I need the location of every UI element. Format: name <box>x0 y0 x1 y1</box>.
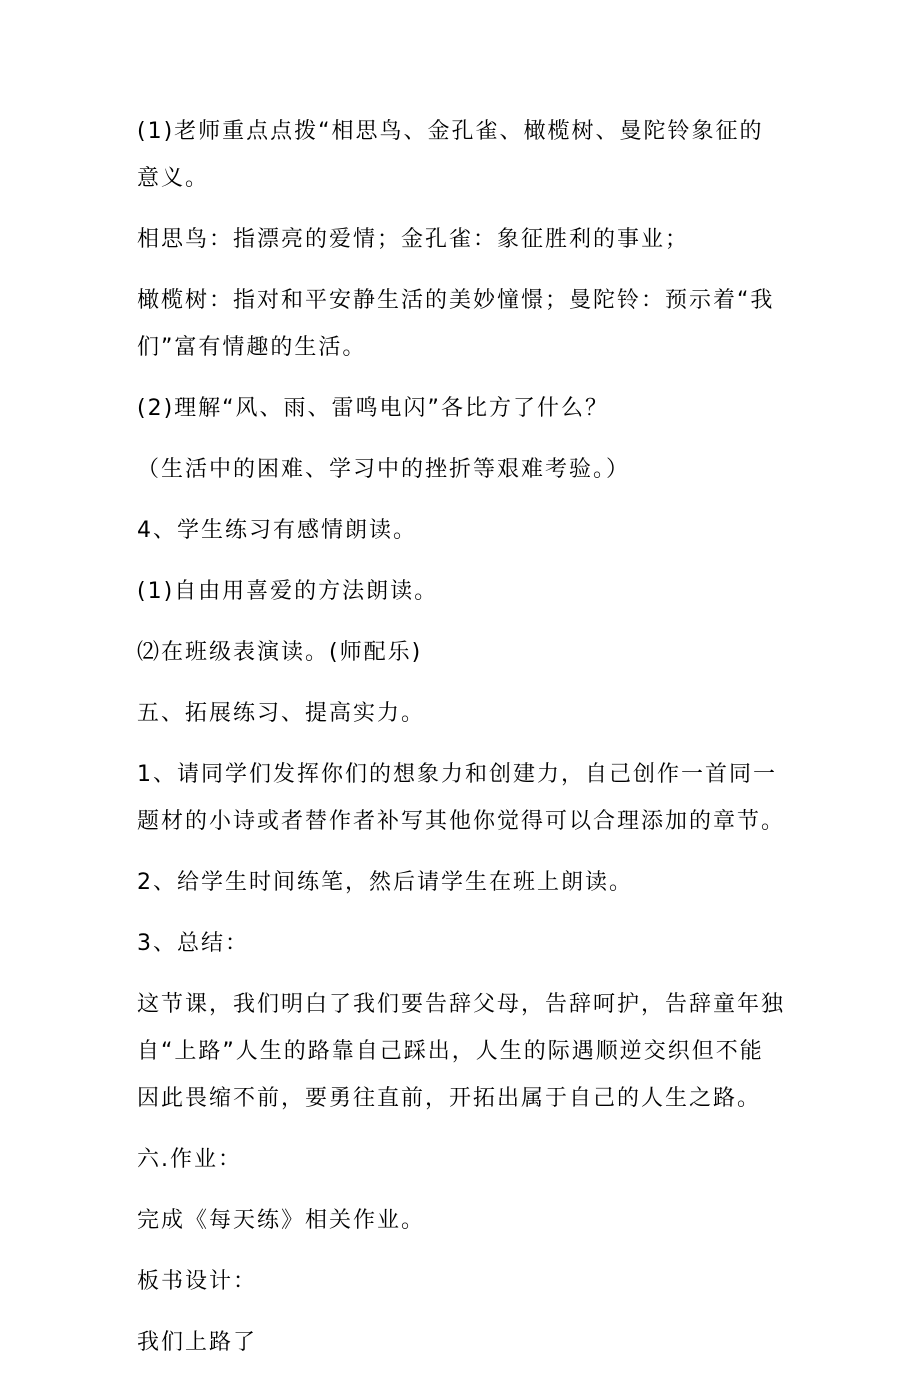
paragraph-symbols-2: 橄榄树：指对和平安静生活的美妙憧憬；曼陀铃：预示着“我们”富有情趣的生活。 <box>137 288 775 360</box>
paragraph-question-metaphor: (2)理解“风、雨、雷鸣电闪”各比方了什么？ <box>137 396 609 421</box>
paragraph-symbols-1: 相思鸟：指漂亮的爱情；金孔雀：象征胜利的事业； <box>137 227 690 252</box>
document-body <box>137 108 787 1380</box>
paragraph-teacher-guidance: (1)老师重点点拨“相思鸟、金孔雀、橄榄树、曼陀铃象征的意义。 <box>137 119 764 191</box>
paragraph-homework: 完成《每天练》相关作业。 <box>137 1208 426 1233</box>
section-heading-extension: 五、拓展练习、提高实力。 <box>137 701 426 726</box>
paragraph-creative-writing: 1、请同学们发挥你们的想象力和创建力，自己创作一首同一题材的小诗或者替作者补写其他你觉得可以合理添加的章节。 <box>137 762 786 834</box>
paragraph-board-title: 我们上路了 <box>137 1330 258 1355</box>
section-heading-homework: 六.作业： <box>137 1147 242 1172</box>
paragraph-board-design-heading: 板书设计： <box>137 1269 258 1294</box>
paragraph-writing-time: 2、给学生时间练笔，然后请学生在班上朗读。 <box>137 870 633 895</box>
paragraph-step-4: 4、学生练习有感情朗读。 <box>137 518 417 543</box>
paragraph-free-reading: (1)自由用喜爱的方法朗读。 <box>137 579 439 604</box>
paragraph-class-performance: ⑵在班级表演读。(师配乐) <box>137 640 423 665</box>
paragraph-summary-text: 这节课，我们明白了我们要告辞父母，告辞呵护，告辞童年独自“上路”人生的路靠自己踩出，人生的际遇顺逆交织但不能因此畏缩不前，要勇往直前，开拓出属于自己的人生之路。 <box>137 992 786 1111</box>
paragraph-answer-metaphor: （生活中的困难、学习中的挫折等艰难考验。） <box>137 457 631 482</box>
paragraph-summary-heading: 3、总结： <box>137 931 249 956</box>
